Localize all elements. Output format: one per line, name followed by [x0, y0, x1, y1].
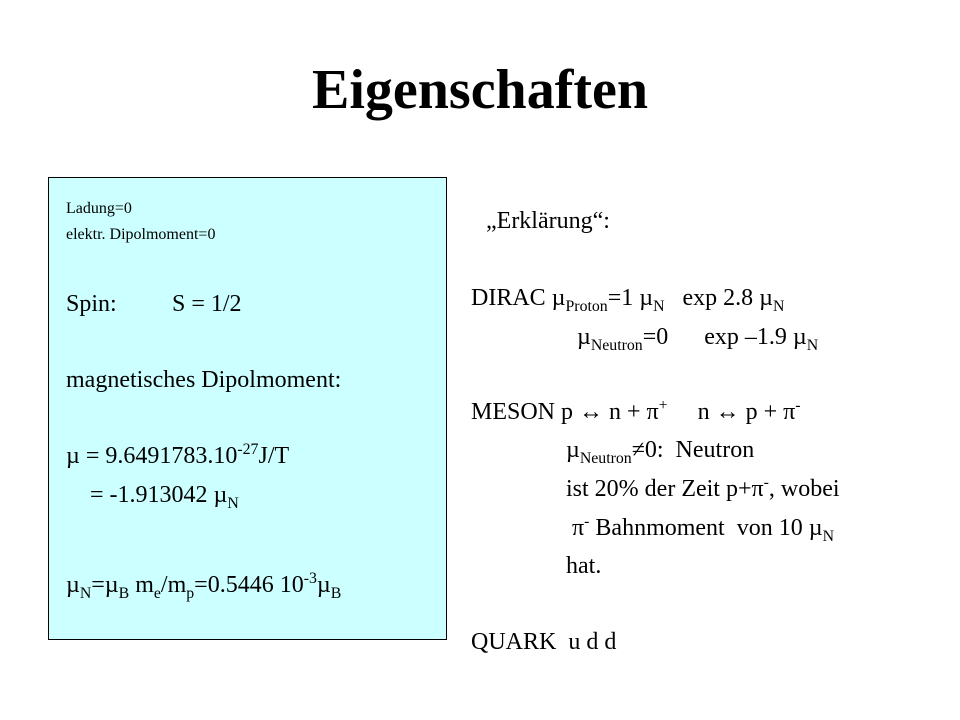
- quark-line: QUARK u d d: [471, 629, 617, 655]
- spin-label: Spin:: [66, 291, 117, 317]
- explanation-heading: „Erklärung“:: [486, 208, 610, 234]
- page-title: Eigenschaften: [312, 59, 648, 121]
- magnetic-heading: magnetisches Dipolmoment:: [66, 367, 342, 393]
- charge-text: Ladung=0: [66, 200, 132, 217]
- meson-has-line: hat.: [566, 553, 602, 579]
- spin-value: S = 1/2: [172, 291, 242, 317]
- meson-time-line: ist 20% der Zeit p+π-, wobei: [566, 474, 840, 502]
- nuclear-magneton-formula: µ$_N$=µ$_B$ $m_e/m_p=0.5446$ $10^{-3}\mu_B$: [66, 570, 342, 602]
- dipole-text: elektr. Dipolmoment=0: [66, 226, 216, 243]
- dirac-neutron-line: µ$_{Neutron}$=0 exp –1.9 µ$_N$: [577, 324, 819, 354]
- meson-orbital-line: π- Bahnmoment von 10 µ$_N$: [566, 513, 834, 545]
- meson-neutron-line: µ$_{Neutron}$≠0: Neutron: [566, 437, 755, 467]
- mu-nuclear-line: = -1.913042 µ$_N$: [90, 482, 239, 512]
- meson-line: MESON p ↔ n + π+ n ↔ p + π-: [471, 397, 801, 425]
- dirac-line: DIRAC µ$_{Proton}$=1 µ$_N$ exp 2.8 µ$_N$: [471, 285, 785, 315]
- mu-value-line: $\mu = 9.6491783.10^{-27}J/T$: [66, 441, 290, 469]
